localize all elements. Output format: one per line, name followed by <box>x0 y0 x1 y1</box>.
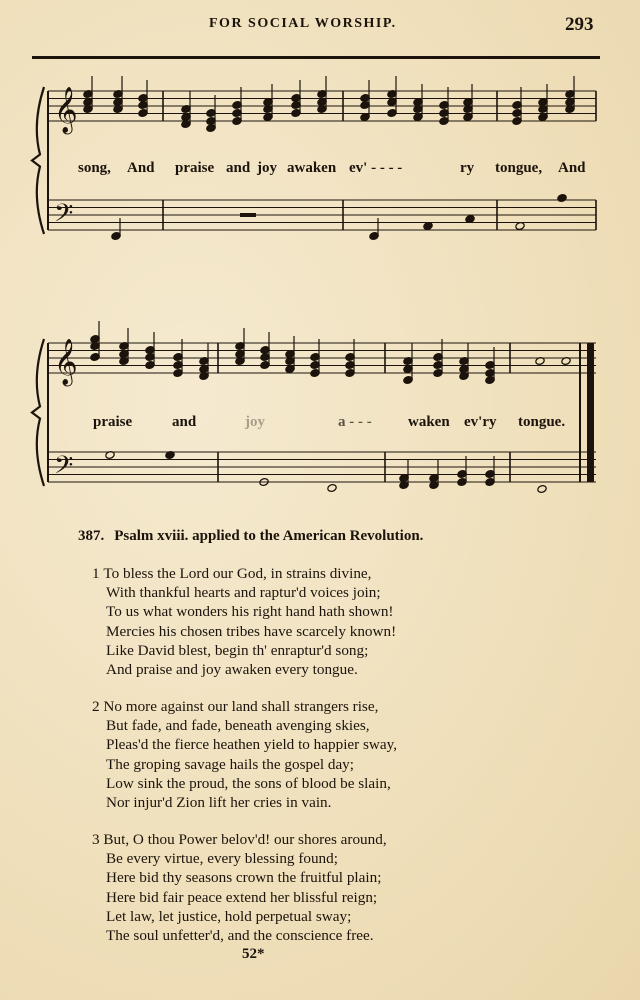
verse-line: Mercies his chosen tribes have scarcely known! <box>106 622 397 640</box>
note-head <box>537 485 547 494</box>
verse-line: And praise and joy awaken every tongue. <box>106 661 358 679</box>
verse-line: Here bid fair peace extend her blissful reign; <box>106 888 378 906</box>
lyric-word: and <box>172 414 197 430</box>
verse-line: To us what wonders his right hand hath shown! <box>106 603 394 621</box>
verse-line: With thankful hearts and raptur'd voices join; <box>106 584 381 602</box>
rest <box>240 213 256 217</box>
bass-clef: 𝄢 <box>54 199 74 234</box>
treble-clef: 𝄞 <box>54 339 78 385</box>
verse-line: But fade, and fade, beneath avenging skies, <box>106 717 370 735</box>
lyric-word: song, <box>78 160 111 176</box>
note-head <box>327 484 337 493</box>
psalm-heading <box>78 528 423 545</box>
verse-number: 1 <box>92 565 100 582</box>
verse-line: Like David blest, begin th' enraptur'd song; <box>106 641 369 659</box>
running-title: FOR SOCIAL WORSHIP. <box>209 16 397 31</box>
verse-2 <box>92 697 397 812</box>
lyric-word: praise <box>93 414 133 430</box>
verse-1 <box>92 564 396 679</box>
lyric-word: tongue. <box>518 414 566 430</box>
lyric-word: joy <box>257 160 277 176</box>
verse-line: Pleas'd the fierce heathen yield to happier sway, <box>106 736 398 754</box>
verse-line: To bless the Lord our God, in strains divine, <box>103 565 372 582</box>
verse-line: The groping savage hails the gospel day; <box>106 755 354 773</box>
signature-mark: 52* <box>242 946 265 962</box>
lyric-word: And <box>127 160 155 176</box>
treble-clef: 𝄞 <box>54 87 78 133</box>
psalm-title: Psalm xviii. applied to the American Revolution. <box>114 528 424 544</box>
bass-clef: 𝄢 <box>54 451 74 486</box>
psalm-number: 387. <box>78 528 105 544</box>
note-head <box>557 194 567 203</box>
verse-line: Let law, let justice, hold perpetual sway; <box>106 907 352 925</box>
lyric-word: a - - - <box>338 414 372 430</box>
verse-line: But, O thou Power belov'd! our shores around, <box>103 831 387 848</box>
verse-line: Nor injur'd Zion lift her cries in vain. <box>106 794 332 812</box>
lyric-word: and <box>226 160 251 176</box>
verse-number: 2 <box>92 698 100 715</box>
lyric-word: ev' - - - - <box>349 160 403 176</box>
lyric-word: praise <box>175 160 215 176</box>
lyric-word-faded: joy <box>245 414 265 430</box>
lyric-word: And <box>558 160 586 176</box>
system-brace <box>32 339 44 486</box>
verse-line: Low sink the proud, the sons of blood be slain, <box>106 774 391 792</box>
verse-line: No more against our land shall strangers rise, <box>103 698 379 715</box>
page-number: 293 <box>565 14 594 35</box>
verse-line: The soul unfetter'd, and the conscience free. <box>106 927 374 945</box>
verse-line: Here bid thy seasons crown the fruitful plain; <box>106 869 382 887</box>
lyric-word: tongue, <box>495 160 543 176</box>
lyric-word: ev'ry <box>464 414 497 430</box>
lyric-word: awaken <box>287 160 337 176</box>
verse-number: 3 <box>92 831 100 848</box>
system-brace <box>32 87 44 234</box>
verse-3 <box>92 830 387 945</box>
verse-line: Be every virtue, every blessing found; <box>106 850 338 868</box>
lyric-word: waken <box>408 414 450 430</box>
final-bar <box>587 343 594 482</box>
lyric-word: ry <box>460 160 475 176</box>
